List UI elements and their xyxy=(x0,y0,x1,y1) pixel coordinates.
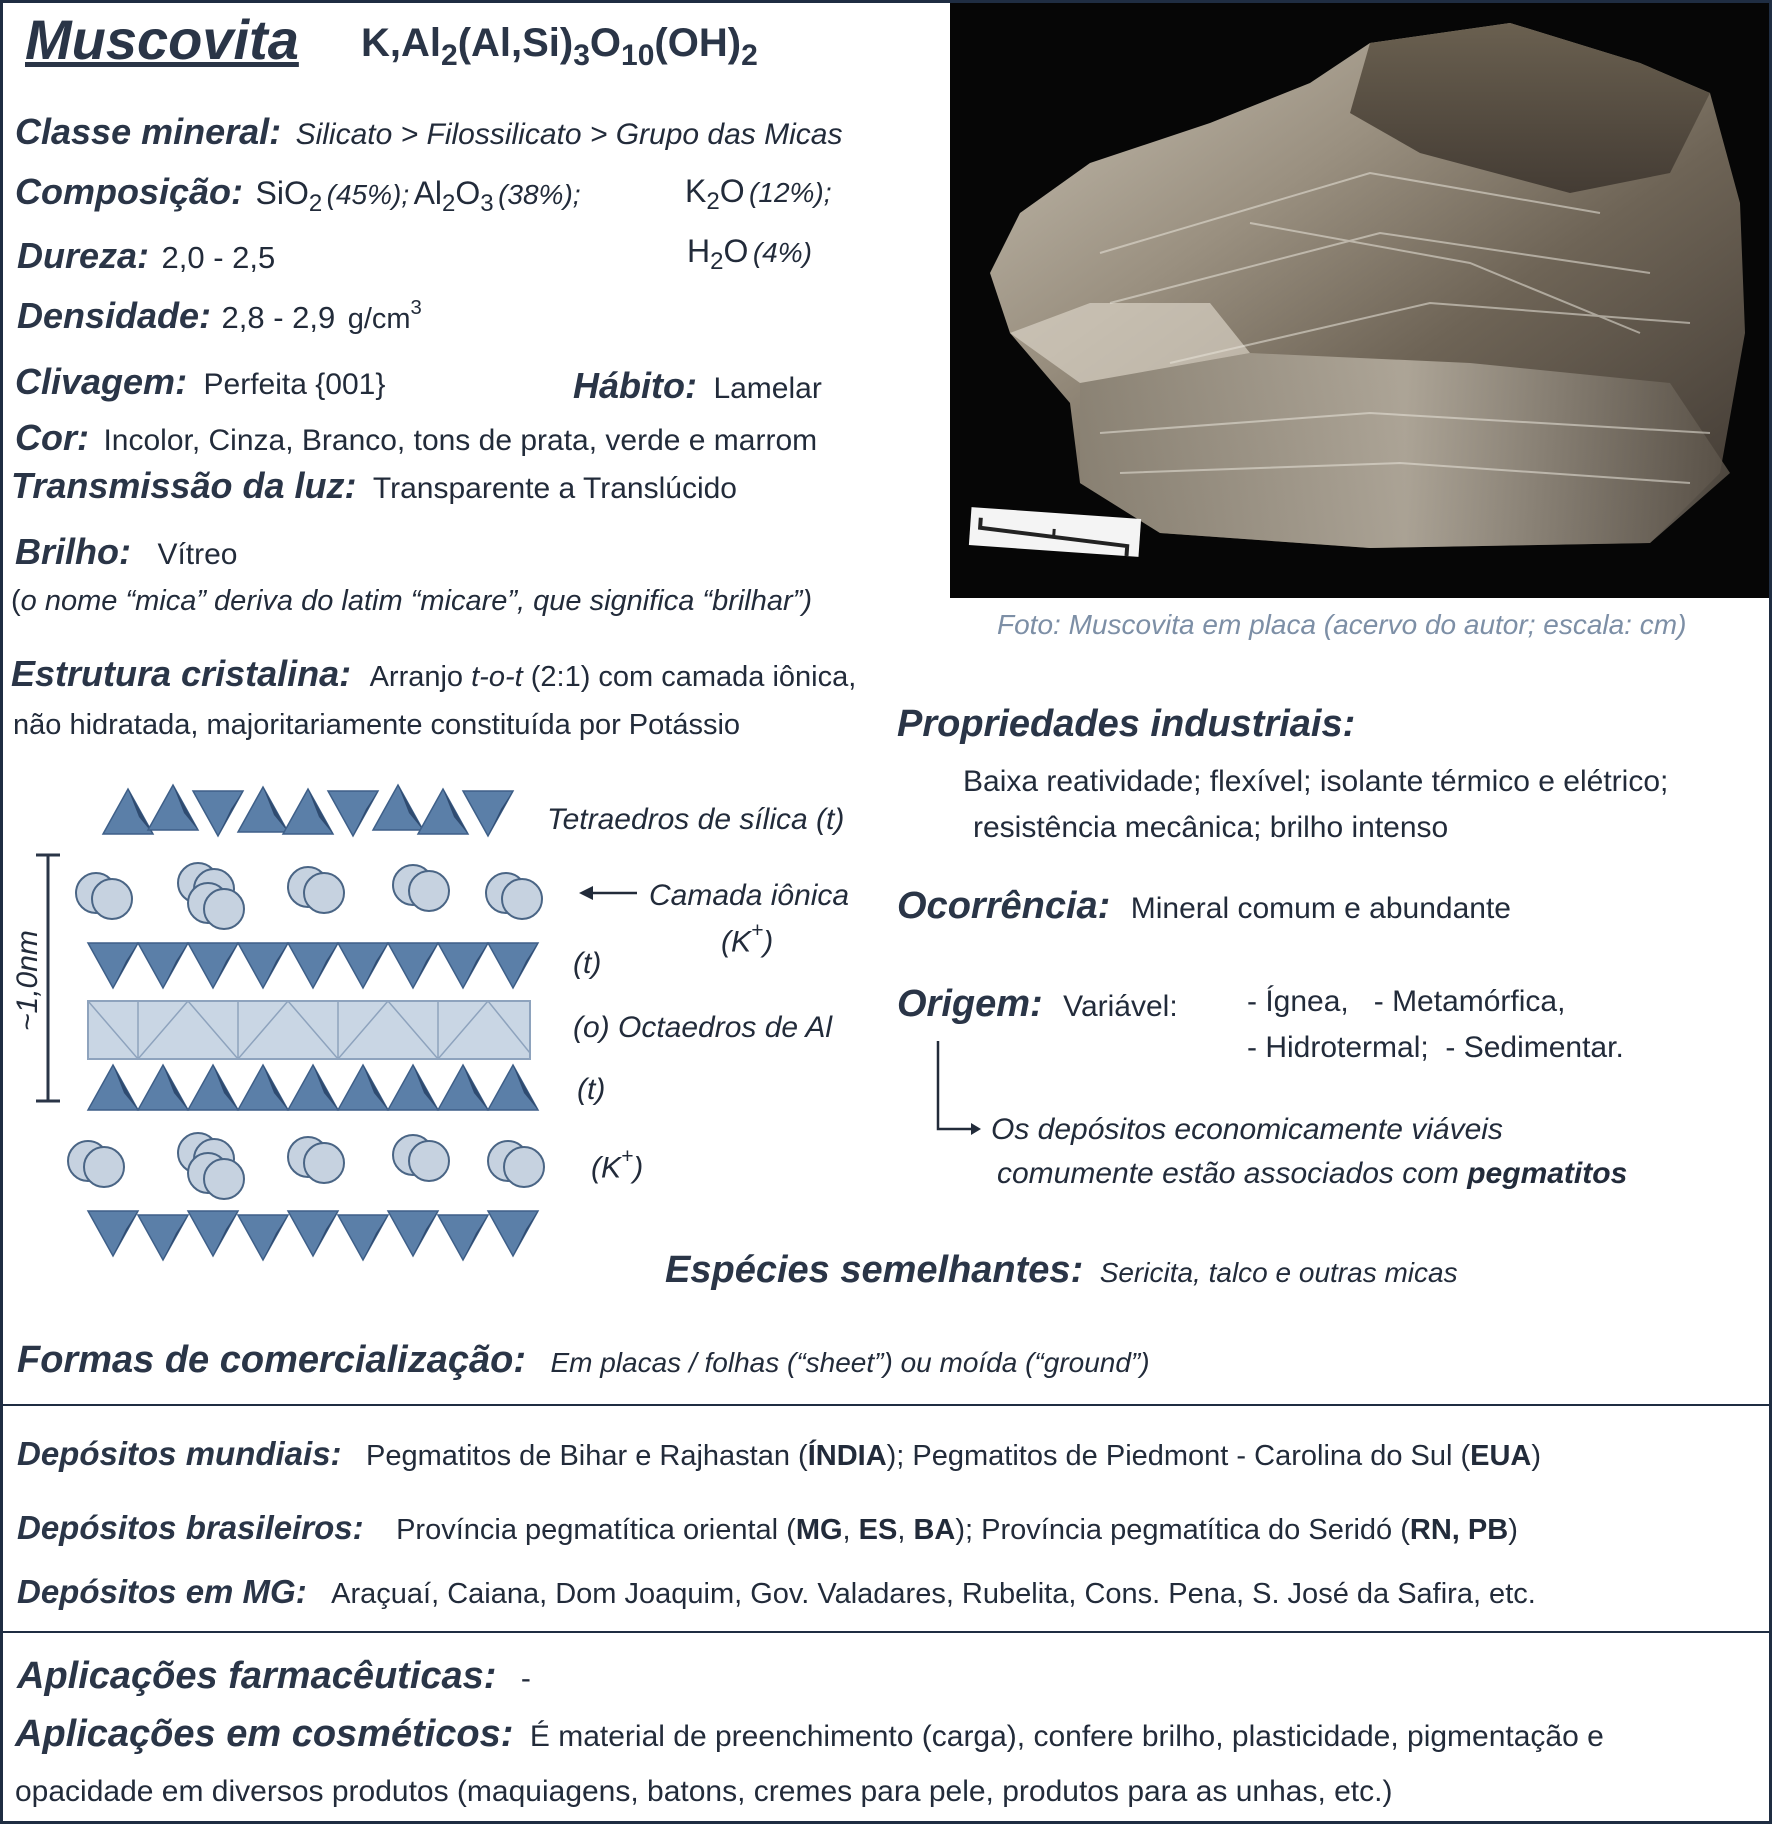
densidade-label: Densidade: xyxy=(17,295,212,336)
densidade-value: 2,8 - 2,9 xyxy=(221,300,336,335)
estrutura-value: Arranjo t-o-t (2:1) com camada iônica, xyxy=(369,661,857,693)
divider-1 xyxy=(3,1404,1769,1406)
label-k-ion-2: (K+) xyxy=(591,1145,644,1185)
habito-value: Lamelar xyxy=(713,372,822,405)
habito-label: Hábito: xyxy=(573,365,697,406)
propriedades-label: Propriedades industriais: xyxy=(897,703,1356,745)
dep-mg-label: Depósitos em MG: xyxy=(17,1573,307,1610)
dep-brasileiros-label: Depósitos brasileiros: xyxy=(17,1509,364,1546)
k2o: $K_2O$ (12%); xyxy=(685,173,832,216)
chemical-formula: $K,Al_2(Al,Si)_3O_{10}(OH)_2$ xyxy=(361,21,758,72)
classe-row xyxy=(15,111,842,153)
composicao-label: Composição: xyxy=(15,171,244,212)
propriedades-line2: resistência mecânica; brilho intenso xyxy=(973,811,1449,844)
tetra-layer-3 xyxy=(88,1065,538,1110)
brilho-label: Brilho: xyxy=(15,531,131,572)
scale-label: ~1,0nm xyxy=(11,930,44,1031)
brilho-row xyxy=(15,531,237,573)
composicao-row xyxy=(15,171,581,218)
dureza-value: 2,0 - 2,5 xyxy=(161,240,276,275)
k-ions-layer-1 xyxy=(76,863,542,929)
label-tetraedros: Tetraedros de sílica (t) xyxy=(547,803,845,836)
classe-value: Silicato > Filossilicato > Grupo das Micas xyxy=(295,118,843,151)
photo-caption: Foto: Muscovita em placa (acervo do autor; escala: cm) xyxy=(997,609,1687,640)
tetra-layer-top xyxy=(103,785,513,836)
origem-arrow-icon xyxy=(933,1039,983,1139)
al2o3-pct: (38%); xyxy=(498,179,581,210)
label-camada-ionica: Camada iônica xyxy=(649,879,850,912)
origem-line1: - Ígnea, - Metamórfica, xyxy=(1247,985,1566,1018)
habito-row xyxy=(573,365,822,407)
farma-value: - xyxy=(520,1662,531,1695)
mineral-photo xyxy=(950,3,1769,598)
origem-label: Origem: xyxy=(897,983,1043,1025)
origem-note2: comumente estão associados com pegmatitos xyxy=(997,1157,1628,1190)
tetra-layer-bottom xyxy=(88,1211,538,1260)
sio2-pct: (45%); xyxy=(326,179,410,210)
formas-label: Formas de comercialização: xyxy=(17,1339,526,1381)
dep-mundiais-label: Depósitos mundiais: xyxy=(17,1435,342,1472)
label-t2: (t) xyxy=(577,1073,606,1106)
label-octaedros: (o) Octaedros de Al xyxy=(573,1011,833,1044)
dureza-row xyxy=(17,235,275,277)
dep-brasileiros-row xyxy=(17,1509,1518,1547)
propriedades-line1: Baixa reatividade; flexível; isolante térmico e elétrico; xyxy=(963,765,1669,798)
cor-label: Cor: xyxy=(15,417,89,458)
dep-mundiais-row xyxy=(17,1435,1541,1473)
dureza-label: Dureza: xyxy=(17,235,150,276)
crystal-structure-diagram xyxy=(58,783,588,1288)
formas-value: Em placas / folhas (“sheet”) ou moída (“ground”) xyxy=(550,1347,1150,1378)
cosmeticos-value: É material de preenchimento (carga), confere brilho, plasticidade, pigmentação e xyxy=(529,1720,1604,1753)
densidade-unit: $g/cm^3$ xyxy=(347,296,422,335)
clivagem-row xyxy=(15,361,385,403)
h2o: $H_2O$ (4%) xyxy=(687,233,812,276)
mineral-name: Muscovita xyxy=(25,8,299,71)
cosmeticos-line2: opacidade em diversos produtos (maquiagens, batons, cremes para pele, produtos para as unhas, etc.) xyxy=(15,1775,1393,1808)
dep-mg-value: Araçuaí, Caiana, Dom Joaquim, Gov. Valadares, Rubelita, Cons. Pena, S. José da Safira, etc. xyxy=(331,1578,1536,1610)
tetra-layer-2 xyxy=(88,943,538,988)
estrutura-label: Estrutura cristalina: xyxy=(11,653,352,694)
ocorrencia-value: Mineral comum e abundante xyxy=(1130,892,1511,925)
label-k-ion-1: (K+) xyxy=(721,919,774,959)
brilho-value: Vítreo xyxy=(157,538,238,571)
densidade-row xyxy=(17,295,422,337)
classe-label: Classe mineral: xyxy=(15,111,282,152)
farma-row xyxy=(17,1655,531,1698)
octa-layer xyxy=(88,1001,530,1059)
dep-brasileiros-value: Província pegmatítica oriental (MG, ES, BA); Província pegmatítica do Seridó (RN, PB) xyxy=(396,1514,1518,1546)
k-ions-layer-2 xyxy=(68,1133,544,1199)
origem-note1: Os depósitos economicamente viáveis xyxy=(991,1113,1503,1146)
cosmeticos-row xyxy=(15,1713,1604,1756)
cor-row xyxy=(15,417,817,459)
label-t1: (t) xyxy=(573,947,602,980)
origem-row xyxy=(897,983,1178,1026)
arrow-left-icon xyxy=(579,883,639,903)
mineral-sheet xyxy=(3,3,1769,1821)
muscovite-specimen-image xyxy=(950,3,1769,598)
sio2: SiO$_2$ xyxy=(255,175,323,218)
transmissao-row xyxy=(11,465,737,507)
ocorrencia-row xyxy=(897,885,1511,928)
ocorrencia-label: Ocorrência: xyxy=(897,885,1111,927)
estrutura-line2: não hidratada, majoritariamente constituída por Potássio xyxy=(13,709,741,741)
clivagem-value: Perfeita {001} xyxy=(203,368,386,401)
especies-row xyxy=(665,1249,1458,1292)
origem-line2: - Hidrotermal; - Sedimentar. xyxy=(1247,1031,1624,1064)
transmissao-value: Transparente a Translúcido xyxy=(372,472,737,505)
especies-label: Espécies semelhantes: xyxy=(665,1249,1084,1291)
cosmeticos-label: Aplicações em cosméticos: xyxy=(15,1713,514,1755)
clivagem-label: Clivagem: xyxy=(15,361,188,402)
especies-value: Sericita, talco e outras micas xyxy=(1099,1257,1458,1288)
origem-value: Variável: xyxy=(1063,990,1178,1023)
divider-2 xyxy=(3,1631,1769,1633)
transmissao-label: Transmissão da luz: xyxy=(11,465,357,506)
estrutura-row xyxy=(11,653,856,695)
formas-row xyxy=(17,1339,1150,1382)
farma-label: Aplicações farmacêuticas: xyxy=(17,1655,497,1697)
al2o3: $Al_2O_3$ xyxy=(413,175,494,218)
brilho-note: (o nome “mica” deriva do latim “micare”, que significa “brilhar”) xyxy=(11,585,812,617)
cor-value: Incolor, Cinza, Branco, tons de prata, verde e marrom xyxy=(103,424,818,457)
dep-mundiais-value: Pegmatitos de Bihar e Rajhastan (ÍNDIA); Pegmatitos de Piedmont - Carolina do Sul (EUA) xyxy=(366,1440,1542,1472)
dep-mg-row xyxy=(17,1573,1536,1611)
